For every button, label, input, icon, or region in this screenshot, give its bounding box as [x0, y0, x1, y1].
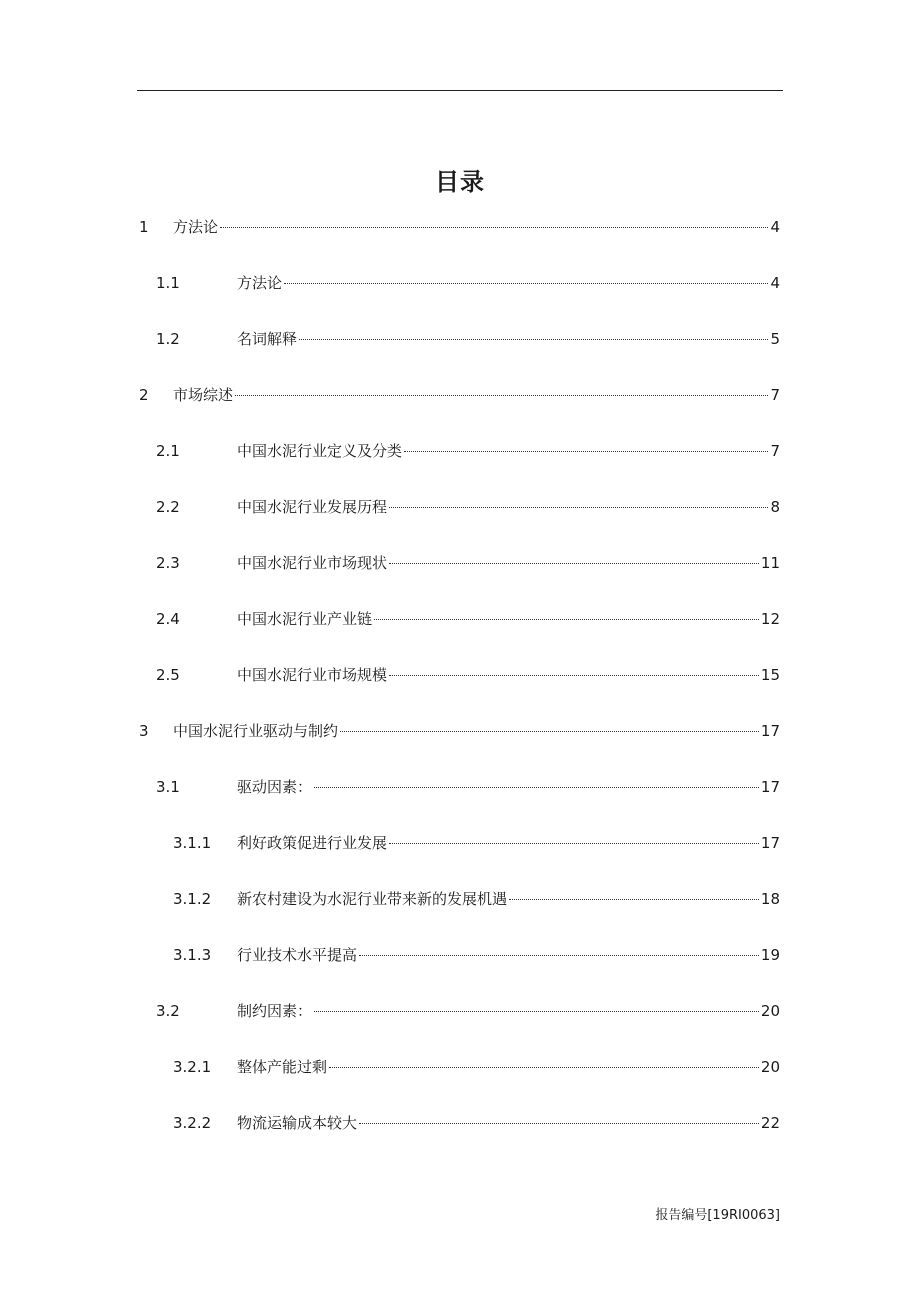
toc-entry-title: 中国水泥行业市场规模	[237, 666, 388, 684]
toc-entry-title: 利好政策促进行业发展	[237, 834, 388, 852]
toc-entry-number: 3.2	[156, 1002, 180, 1020]
toc-entry-title: 中国水泥行业产业链	[237, 610, 373, 628]
toc-entry[interactable]	[156, 607, 780, 631]
toc-entry-title: 物流运输成本较大	[237, 1114, 358, 1132]
toc-dot-leader	[314, 786, 759, 788]
toc-entry-number: 2	[139, 386, 149, 404]
toc-entry-number: 3.1.3	[173, 946, 212, 964]
toc-entry-page: 15	[760, 666, 780, 684]
toc-dot-leader	[314, 1010, 759, 1012]
toc-entry-title: 中国水泥行业市场现状	[237, 554, 388, 572]
toc-entry-number: 2.1	[156, 442, 180, 460]
toc-entry-page: 22	[760, 1114, 780, 1132]
toc-entry-page: 20	[760, 1058, 780, 1076]
toc-entry-title: 方法论	[173, 218, 219, 236]
toc-entry-number: 2.5	[156, 666, 180, 684]
toc-dot-leader	[220, 226, 768, 228]
toc-entry-number: 2.2	[156, 498, 180, 516]
toc-entry[interactable]	[173, 887, 780, 911]
toc-entry-page: 7	[770, 442, 780, 460]
toc-entry-page: 5	[770, 330, 780, 348]
toc-entry-page: 17	[760, 834, 780, 852]
toc-entry-number: 3.1.2	[173, 890, 212, 908]
toc-entry-page: 19	[760, 946, 780, 964]
toc-entry[interactable]	[173, 1111, 780, 1135]
toc-entry-title: 市场综述	[173, 386, 234, 404]
toc-dot-leader	[404, 450, 768, 452]
toc-entry-number: 1.1	[156, 274, 180, 292]
toc-entry[interactable]	[156, 327, 780, 351]
toc-entry-page: 18	[760, 890, 780, 908]
header-rule	[137, 90, 783, 91]
toc-entry-title: 中国水泥行业发展历程	[237, 498, 388, 516]
toc-entry-number: 3	[139, 722, 149, 740]
toc-dot-leader	[359, 1122, 759, 1124]
toc-entry-title: 驱动因素：	[237, 778, 313, 796]
toc-entry-number: 1	[139, 218, 149, 236]
toc-entry-title: 制约因素：	[237, 1002, 313, 1020]
toc-dot-leader	[299, 338, 768, 340]
toc-entry-title: 方法论	[237, 274, 283, 292]
toc-entry-number: 2.3	[156, 554, 180, 572]
toc-entry[interactable]	[139, 215, 780, 239]
toc-entry-number: 1.2	[156, 330, 180, 348]
toc-entry-number: 3.1.1	[173, 834, 212, 852]
page-title: 目录	[435, 168, 485, 196]
toc-entry[interactable]	[156, 999, 780, 1023]
toc-entry[interactable]	[156, 551, 780, 575]
toc-dot-leader	[389, 562, 759, 564]
toc-dot-leader	[284, 282, 768, 284]
toc-dot-leader	[374, 618, 759, 620]
toc-entry-number: 3.1	[156, 778, 180, 796]
toc-entry-page: 7	[770, 386, 780, 404]
toc-entry[interactable]	[173, 831, 780, 855]
toc-entry-page: 20	[760, 1002, 780, 1020]
toc-entry-title: 中国水泥行业驱动与制约	[173, 722, 339, 740]
toc-dot-leader	[389, 674, 759, 676]
toc-entry-title: 中国水泥行业定义及分类	[237, 442, 403, 460]
toc-entry[interactable]	[156, 663, 780, 687]
toc-entry[interactable]	[173, 1055, 780, 1079]
toc-entry[interactable]	[156, 495, 780, 519]
toc-entry-title: 行业技术水平提高	[237, 946, 358, 964]
toc-dot-leader	[359, 954, 759, 956]
toc-entry[interactable]	[139, 383, 780, 407]
toc-entry[interactable]	[173, 943, 780, 967]
toc-entry-number: 3.2.2	[173, 1114, 212, 1132]
toc-entry-page: 4	[770, 218, 780, 236]
footer-report-number: 报告编号[19RI0063]	[655, 1208, 780, 1223]
toc-entry-number: 2.4	[156, 610, 180, 628]
toc-entry[interactable]	[156, 439, 780, 463]
toc-entry[interactable]	[156, 271, 780, 295]
toc-dot-leader	[509, 898, 759, 900]
toc-dot-leader	[340, 730, 759, 732]
toc-dot-leader	[235, 394, 768, 396]
toc-entry[interactable]	[139, 719, 780, 743]
toc-entry-page: 17	[760, 722, 780, 740]
toc-entry-page: 11	[760, 554, 780, 572]
toc-dot-leader	[389, 842, 759, 844]
toc-dot-leader	[389, 506, 768, 508]
toc-entry-title: 整体产能过剩	[237, 1058, 328, 1076]
toc-entry-page: 17	[760, 778, 780, 796]
toc-entry[interactable]	[156, 775, 780, 799]
toc-entry-page: 4	[770, 274, 780, 292]
toc-entry-title: 新农村建设为水泥行业带来新的发展机遇	[237, 890, 508, 908]
toc-dot-leader	[329, 1066, 759, 1068]
toc-entry-number: 3.2.1	[173, 1058, 212, 1076]
toc-entry-page: 8	[770, 498, 780, 516]
toc-entry-page: 12	[760, 610, 780, 628]
toc-entry-title: 名词解释	[237, 330, 298, 348]
